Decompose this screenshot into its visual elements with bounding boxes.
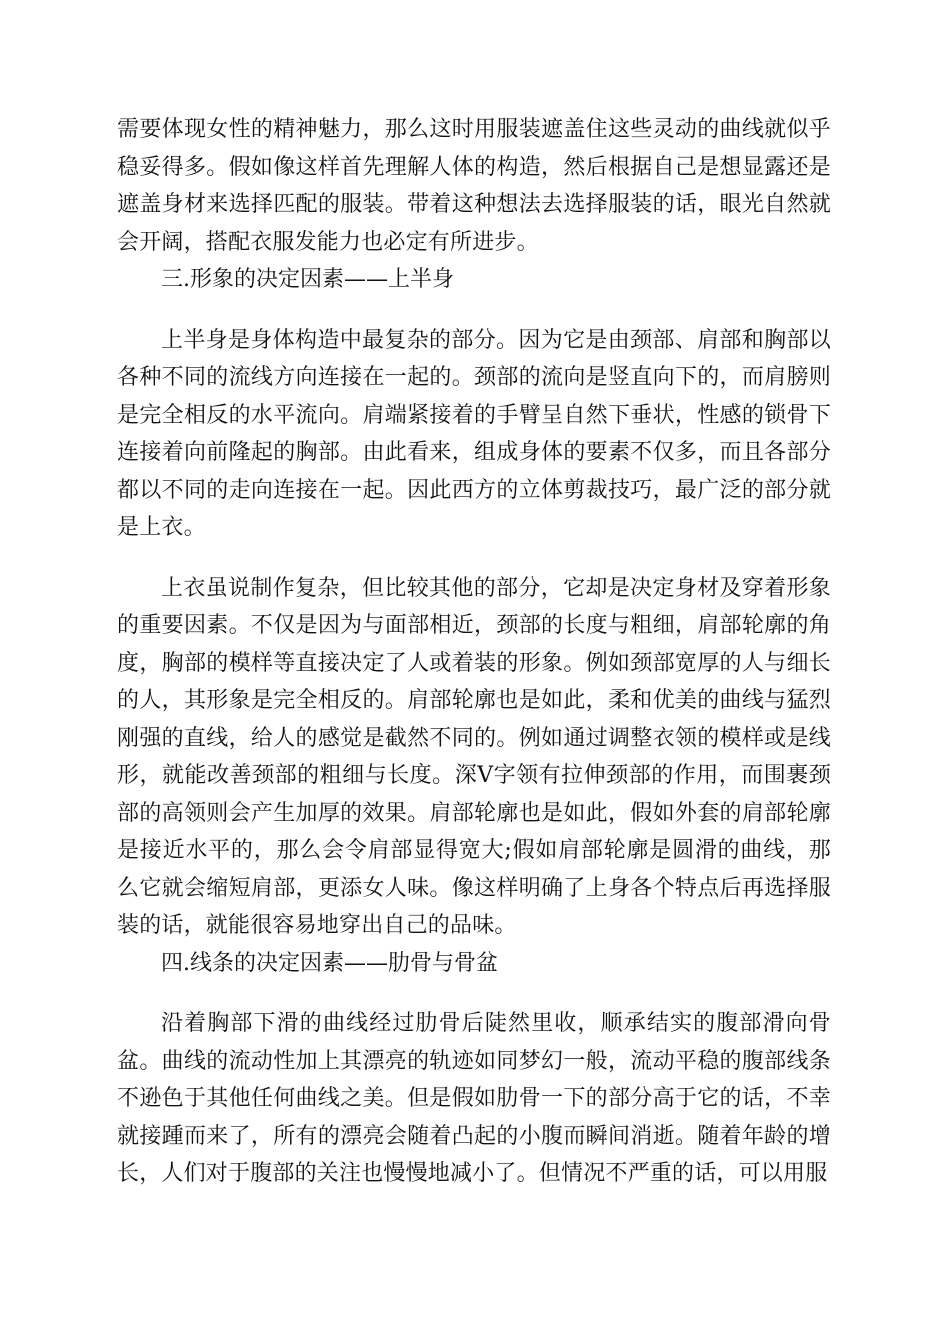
section-heading-4: 四.线条的决定因素——肋骨与骨盆: [161, 950, 498, 976]
section-heading-3: 三.形象的决定因素——上半身: [161, 267, 454, 292]
paragraph-upper-body: 上半身是身体构造中最复杂的部分。因为它是由颈部、肩部和胸部以各种不同的流线方向连接在一起的。颈部的流向是竖直向下的，而肩膀则是完全相反的水平流向。肩端紧接着的手臂呈自然下垂状，性感的锁骨下连接着向前隆起的胸部。由此看来，组成身体的要素不仅多，而且各部分都以不同的走向连接在一起。因此西方的立体剪裁技巧，最广泛的部分就是上衣。: [117, 327, 831, 540]
document-body: [117, 111, 831, 1193]
paragraph-ribs-pelvis: 沿着胸部下滑的曲线经过肋骨后陡然里收，顺承结实的腹部滑向骨盆。曲线的流动性加上其漂亮的轨迹如同梦幻一般，流动平稳的腹部线条不逊色于其他任何曲线之美。但是假如肋骨一下的部分高于它的话，不幸就接踵而来了，所有的漂亮会随着凸起的小腹而瞬间消逝。随着年龄的增长，人们对于腹部的关注也慢慢地减小了。但情况不严重的话，可以用服: [117, 1011, 831, 1186]
paragraph-continued: 需要体现女性的精神魅力，那么这时用服装遮盖住这些灵动的曲线就似乎稳妥得多。假如像这样首先理解人体的构造，然后根据自己是想显露还是遮盖身材来选择匹配的服装。带着这种想法去选择服装的话，眼光自然就会开阔，搭配衣服发能力也必定有所进步。: [117, 117, 831, 255]
paragraph-tops: 上衣虽说制作复杂，但比较其他的部分，它却是决定身材及穿着形象的重要因素。不仅是因为与面部相近，颈部的长度与粗细，肩部轮廓的角度，胸部的模样等直接决定了人或着装的形象。例如颈部宽厚的人与细长的人，其形象是完全相反的。肩部轮廓也是如此，柔和优美的曲线与猛烈刚强的直线，给人的感觉是截然不同的。例如通过调整衣领的模样或是线形，就能改善颈部的粗细与长度。深V字领有拉伸颈部的作用，而围裹颈部的高领则会产生加厚的效果。肩部轮廓也是如此，假如外套的肩部轮廓是接近水平的，那么会令肩部显得宽大;假如肩部轮廓是圆滑的曲线，那么它就会缩短肩部，更添女人味。像这样明确了上身各个特点后再选择服装的话，就能很容易地穿出自己的品味。: [117, 575, 831, 938]
